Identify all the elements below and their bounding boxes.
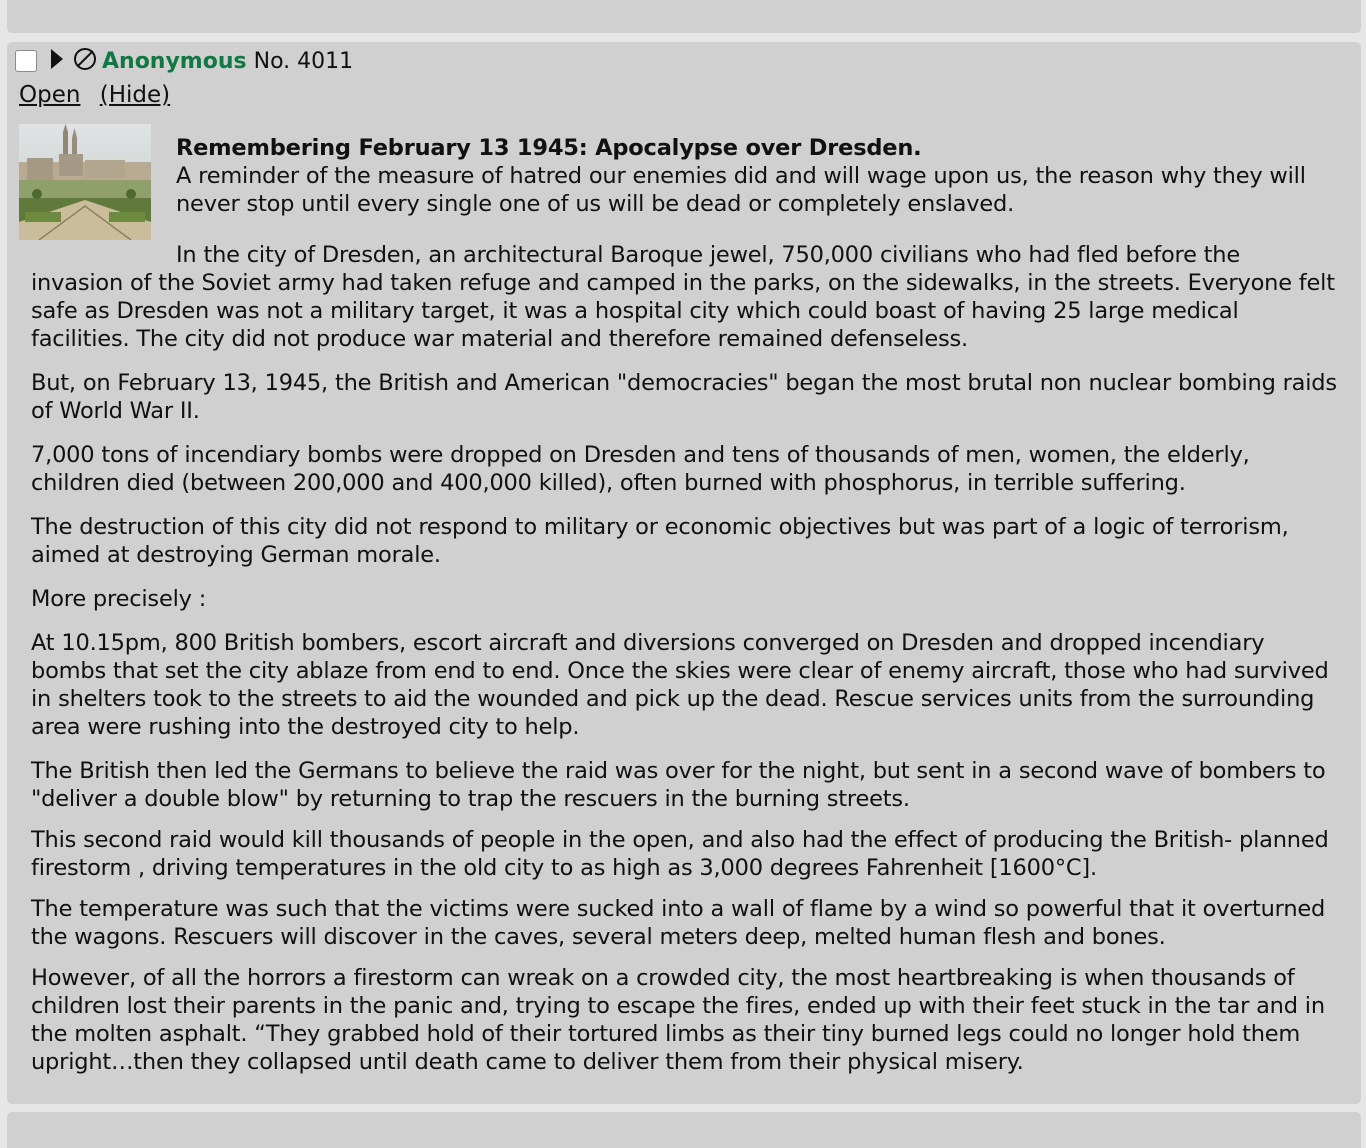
message-paragraph: At 10.15pm, 800 British bombers, escort aircraft and diversions converged on Dresden and dropped incendiary bombs that set the city ablaze from end to end. Once the skies were clear of enemy aircraft, those who had survived in shelters took to the streets to aid the wounded and pick up the dead. Rescue services units from the surrounding area were rushing into the destroyed city to help.	[31, 630, 1329, 740]
post	[7, 42, 1361, 1104]
message-header	[31, 134, 1337, 218]
post-number[interactable]: No. 4011	[253, 48, 354, 74]
message-paragraph: This second raid would kill thousands of people in the open, and also had the effect of producing the British- planned firestorm , driving temperatures in the old city to as high as 3,000 degrees Fahrenheit [1600°C].	[31, 827, 1329, 881]
post-message	[31, 134, 1337, 1076]
message-paragraph: 7,000 tons of incendiary bombs were dropped on Dresden and tens of thousands of men, women, the elderly, children died (between 200,000 and 400,000 killed), often burned with phosphorus, in terrible suffering.	[31, 442, 1250, 496]
message-paragraph: The destruction of this city did not respond to military or economic objectives but was part of a logic of terrorism, aimed at destroying German morale.	[31, 514, 1289, 568]
open-link[interactable]: Open	[19, 82, 81, 108]
message-paragraph: The British then led the Germans to believe the raid was over for the night, but sent in a second wave of bombers to "deliver a double blow" by returning to trap the rescuers in the burning streets.	[31, 758, 1326, 812]
post-header	[15, 46, 353, 76]
post-select-checkbox[interactable]	[15, 50, 37, 72]
poster-name: Anonymous	[102, 48, 247, 74]
previous-post	[7, 0, 1361, 33]
expand-arrow-icon[interactable]	[51, 49, 63, 69]
hide-link[interactable]: (Hide)	[99, 82, 171, 108]
next-post	[7, 1112, 1361, 1148]
message-intro: A reminder of the measure of hatred our enemies did and will wage upon us, the reason why they will never stop until every single one of us will be dead or completely enslaved.	[176, 163, 1306, 217]
message-title: Remembering February 13 1945: Apocalypse over Dresden.	[176, 135, 922, 161]
message-paragraph: The temperature was such that the victims were sucked into a wall of flame by a wind so powerful that it overturned the wagons. Rescuers will discover in the caves, several meters deep, melted human flesh and bones.	[31, 896, 1326, 950]
message-paragraph: But, on February 13, 1945, the British and American "democracies" began the most brutal non nuclear bombing raids of World War II.	[31, 370, 1337, 424]
post-links	[19, 82, 182, 108]
message-paragraph: However, of all the horrors a firestorm can wreak on a crowded city, the most heartbreaking is when thousands of children lost their parents in the panic and, trying to escape the fires, ended up with their feet stuck in the tar and in the molten asphalt. “They grabbed hold of their tortured limbs as their tiny burned legs could no longer hold them upright…then they collapsed until death came to deliver them from their physical misery.	[31, 965, 1325, 1075]
message-paragraph: More precisely :	[31, 586, 207, 612]
hide-post-icon[interactable]	[74, 48, 96, 70]
message-paragraph: In the city of Dresden, an architectural Baroque jewel, 750,000 civilians who had fled before the invasion of the Soviet army had taken refuge and camped in the parks, on the sidewalks, in the streets. Everyone felt safe as Dresden was not a military target, it was a hospital city which could boast of having 25 large medical facilities. The city did not produce war material and therefore remained defenseless.	[31, 242, 1335, 352]
